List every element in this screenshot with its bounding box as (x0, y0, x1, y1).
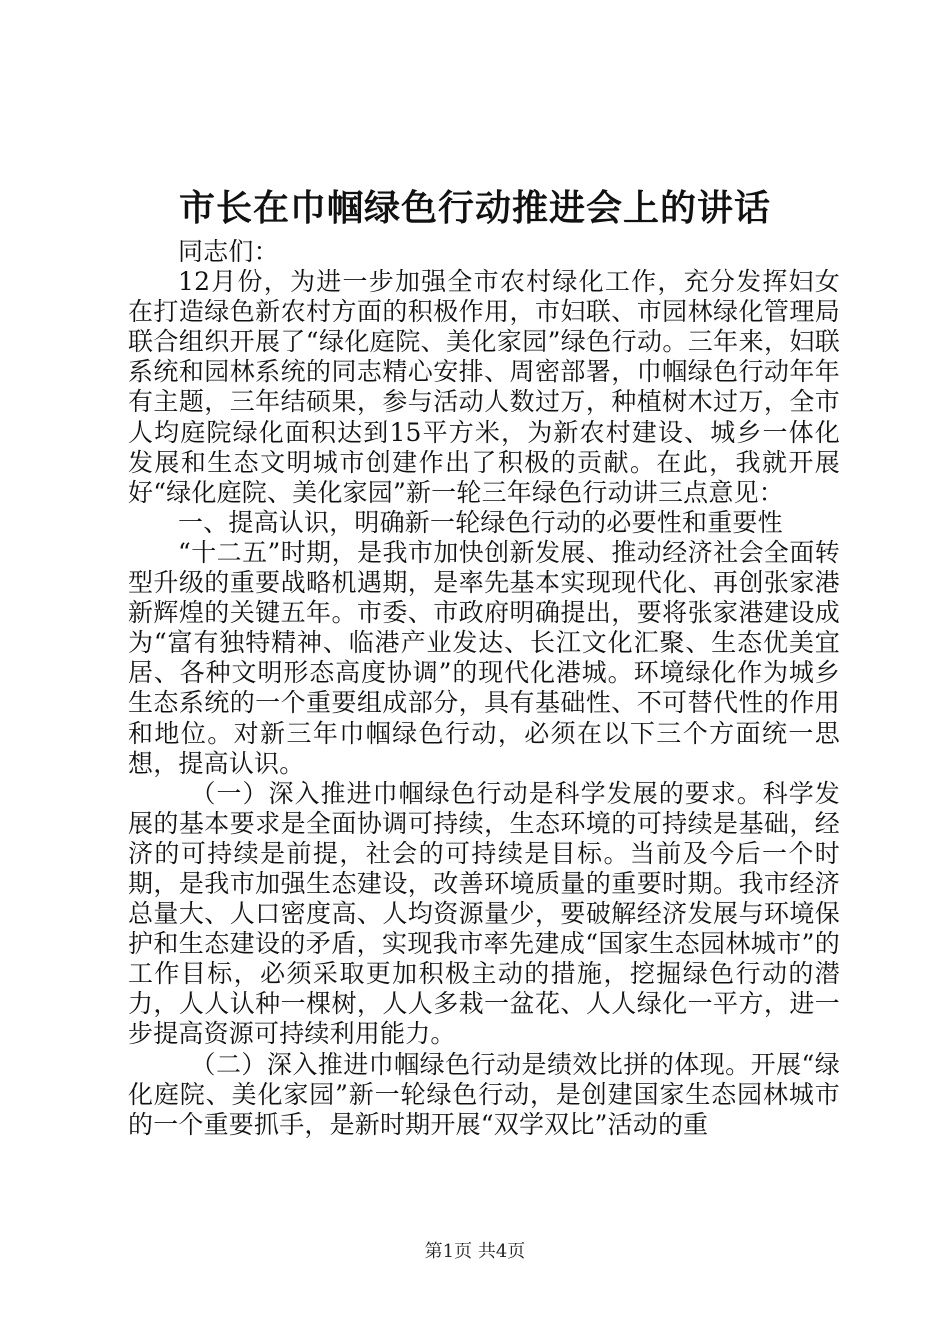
paragraph-intro: 12月份，为进一步加强全市农村绿化工作，充分发挥妇女在打造绿色新农村方面的积极作用，市妇联、市园林绿化管理局联合组织开展了“绿化庭院、美化家园”绿色行动。三年来，妇联系统和园林系统的同志精心安排、周密部署，巾帼绿色行动年年有主题，三年结硕果，参与活动人数过万，种植树木过万，全市人均庭院绿化面积达到15平方米，为新农村建设、城乡一体化发展和生态文明城市创建作出了积极的贡献。在此，我就开展好“绿化庭院、美化家园”新一轮三年绿色行动讲三点意见： (128, 267, 840, 507)
paragraph-context: “十二五”时期，是我市加快创新发展、推动经济社会全面转型升级的重要战略机遇期，是率先基本实现现代化、再创张家港新辉煌的关键五年。市委、市政府明确提出，要将张家港建设成为“富有独特精神、临港产业发达、长江文化汇聚、生态优美宜居、各种文明形态高度协调”的现代化港城。环境绿化作为城乡生态系统的一个重要组成部分，具有基础性、不可替代性的作用和地位。对新三年巾帼绿色行动，必须在以下三个方面统一思想，提高认识。 (128, 537, 840, 778)
paragraph-point-2: （二）深入推进巾帼绿色行动是绩效比拼的体现。开展“绿化庭院、美化家园”新一轮绿色行动，是创建国家生态园林城市的一个重要抓手，是新时期开展“双学双比”活动的重 (128, 1049, 840, 1139)
document-body (128, 237, 840, 1140)
greeting: 同志们： (178, 237, 279, 266)
document-title: 市长在巾帼绿色行动推进会上的讲话 (178, 187, 771, 229)
page-number: 第1页 共4页 (424, 1241, 526, 1262)
section-heading-1: 一、提高认识，明确新一轮绿色行动的必要性和重要性 (178, 507, 783, 537)
paragraph-point-1: （一）深入推进巾帼绿色行动是科学发展的要求。科学发展的基本要求是全面协调可持续，生态环境的可持续是基础，经济的可持续是前提，社会的可持续是目标。当前及今后一个时期，是我市加强生态建设，改善环境质量的重要时期。我市经济总量大、人口密度高、人均资源量少，要破解经济发展与环境保护和生态建设的矛盾，实现我市率先建成“国家生态园林城市”的工作目标，必须采取更加积极主动的措施，挖掘绿色行动的潜力，人人认种一棵树，人人多栽一盆花、人人绿化一平方，进一步提高资源可持续利用能力。 (128, 778, 840, 1049)
